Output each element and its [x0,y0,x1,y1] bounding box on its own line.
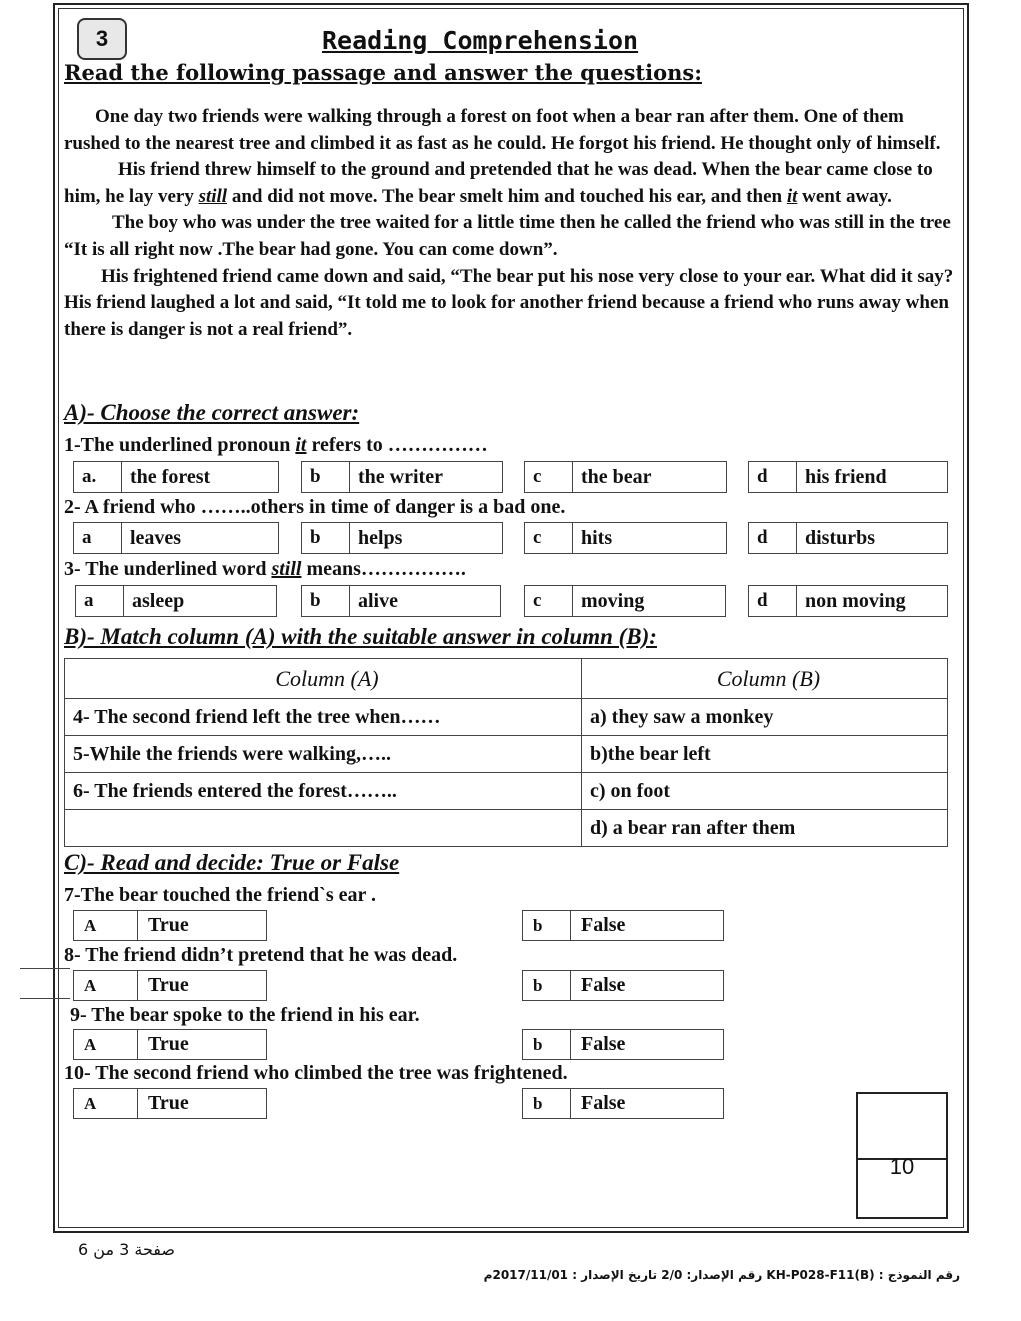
section-b-heading: B)- Match column (A) with the suitable answer in column (B): [64,624,657,649]
table-header-row [65,659,948,699]
option-letter: d [749,462,797,492]
option-letter: A [74,971,138,1000]
column-a-cell: 6- The friends entered the forest…….. [65,773,582,810]
option-text: False [581,914,626,936]
q3-option-a[interactable] [75,585,277,617]
option-text: disturbs [805,526,876,549]
column-b-cell: d) a bear ran after them [582,810,948,847]
underlined-it: it [786,185,798,207]
column-a-cell [65,810,582,847]
option-letter: d [749,523,797,553]
question-1 [64,434,488,457]
q9-option-true[interactable] [73,1029,267,1060]
option-text: non moving [805,589,906,612]
q9-option-false[interactable] [522,1029,724,1060]
section-a-heading: A)- Choose the correct answer: [64,400,360,425]
option-letter: A [74,911,138,940]
passage-text: His friend threw himself to the ground and pretended that he was dead. When the bear came close to him, he lay very [64,159,933,207]
option-text: the forest [130,465,211,488]
q1-option-d[interactable] [748,461,948,493]
option-text: False [581,974,626,996]
column-b-header: Column (B) [582,659,948,699]
page-number: صفحة 3 من 6 [78,1240,175,1259]
instruction: Read the following passage and answer the questions: [64,60,702,85]
column-b-cell: c) on foot [582,773,948,810]
option-text: asleep [132,589,185,612]
underlined-still: still [198,185,228,207]
passage-paragraph-4: His frightened friend came down and said, “The bear put his nose very close to your ear. What did it say? His friend laughed a lot and said, “It told me to look for another friend because a friend who runs away when there is danger is not a real friend”. [64,265,954,340]
q1-option-a[interactable] [73,461,279,493]
option-text: leaves [130,526,182,549]
option-letter: b [302,586,350,616]
underlined-still: still [271,558,302,580]
stray-line [20,968,70,969]
table-row [65,810,948,847]
passage-paragraph-2 [64,157,960,210]
table-row [65,736,948,773]
option-letter: b [302,462,350,492]
option-text: True [148,1033,189,1055]
option-text: True [148,1092,189,1114]
question-3 [64,558,466,581]
question-2: 2- A friend who ……..others in time of danger is a bad one. [64,496,566,518]
option-text: his friend [805,465,887,488]
option-letter: b [302,523,350,553]
option-letter: b [523,1030,571,1059]
option-letter: A [74,1089,138,1118]
question-text: refers to …………… [306,434,488,456]
option-text: helps [358,526,403,549]
option-text: False [581,1033,626,1055]
form-footer: رقم النموذج : (KH-P028-F11(B رقم الإصدار: 2/0 تاريخ الإصدار : 2017/11/01م [483,1268,960,1282]
passage-paragraph-1: One day two friends were walking through a forest on foot when a bear ran after them. One of them rushed to the nearest tree and climbed it as fast as he could. He forgot his friend. He thought only of himself. [64,106,941,154]
column-a-cell: 5-While the friends were walking,….. [65,736,582,773]
option-letter: b [523,971,571,1000]
q7-option-false[interactable] [522,910,724,941]
option-text: the bear [581,465,652,488]
option-text: True [148,914,189,936]
total-score: 10 [889,1154,915,1179]
passage-paragraph-3: The boy who was under the tree waited for a little time then he called the friend who was still in the tree “It is all right now .The bear had gone. You can come down”. [64,212,951,260]
passage-text: and did not move. The bear smelt him and touched his ear, and then [227,185,787,207]
match-table [64,658,948,847]
column-b-cell: b)the bear left [582,736,948,773]
passage-text: went away. [797,185,892,207]
q2-option-a[interactable] [73,522,279,554]
option-letter: c [525,462,573,492]
question-text: 3- The underlined word [64,558,272,580]
option-letter: a [74,523,122,553]
option-letter: c [525,523,573,553]
underlined-it: it [295,434,307,456]
q2-option-b[interactable] [301,522,503,554]
option-letter: c [525,586,573,616]
question-10: 10- The second friend who climbed the tree was frightened. [64,1062,568,1084]
option-text: hits [581,526,613,549]
q8-option-false[interactable] [522,970,724,1001]
section-number-badge: 3 [77,18,127,60]
q2-option-d[interactable] [748,522,948,554]
q3-option-d[interactable] [748,585,948,617]
q1-option-b[interactable] [301,461,503,493]
column-a-cell: 4- The second friend left the tree when…… [65,699,582,736]
option-text: alive [358,589,398,612]
section-c-heading: C)- Read and decide: True or False [64,850,400,875]
table-row [65,699,948,736]
column-b-cell: a) they saw a monkey [582,699,948,736]
page-title: Reading Comprehension [322,26,639,55]
question-8: 8- The friend didn’t pretend that he was dead. [64,944,458,966]
passage [64,104,960,343]
q10-option-false[interactable] [522,1088,724,1119]
option-text: the writer [358,465,443,488]
table-row [65,773,948,810]
q1-option-c[interactable] [524,461,727,493]
q7-option-true[interactable] [73,910,267,941]
option-letter: a [76,586,124,616]
q10-option-true[interactable] [73,1088,267,1119]
option-text: False [581,1092,626,1114]
q8-option-true[interactable] [73,970,267,1001]
q3-option-b[interactable] [301,585,501,617]
question-text: means……………. [301,558,466,580]
question-9: 9- The bear spoke to the friend in his ear. [70,1004,420,1026]
question-text: 1-The underlined pronoun [64,434,296,456]
option-text: True [148,974,189,996]
option-letter: A [74,1030,138,1059]
option-text: moving [581,589,645,612]
option-letter: b [523,911,571,940]
question-7: 7-The bear touched the friend`s ear . [64,884,377,906]
option-letter: b [523,1089,571,1118]
option-letter: a. [74,462,122,492]
q2-option-c[interactable] [524,522,727,554]
option-letter: d [749,586,797,616]
stray-line [20,998,70,999]
q3-option-c[interactable] [524,585,726,617]
column-a-header: Column (A) [65,659,582,699]
